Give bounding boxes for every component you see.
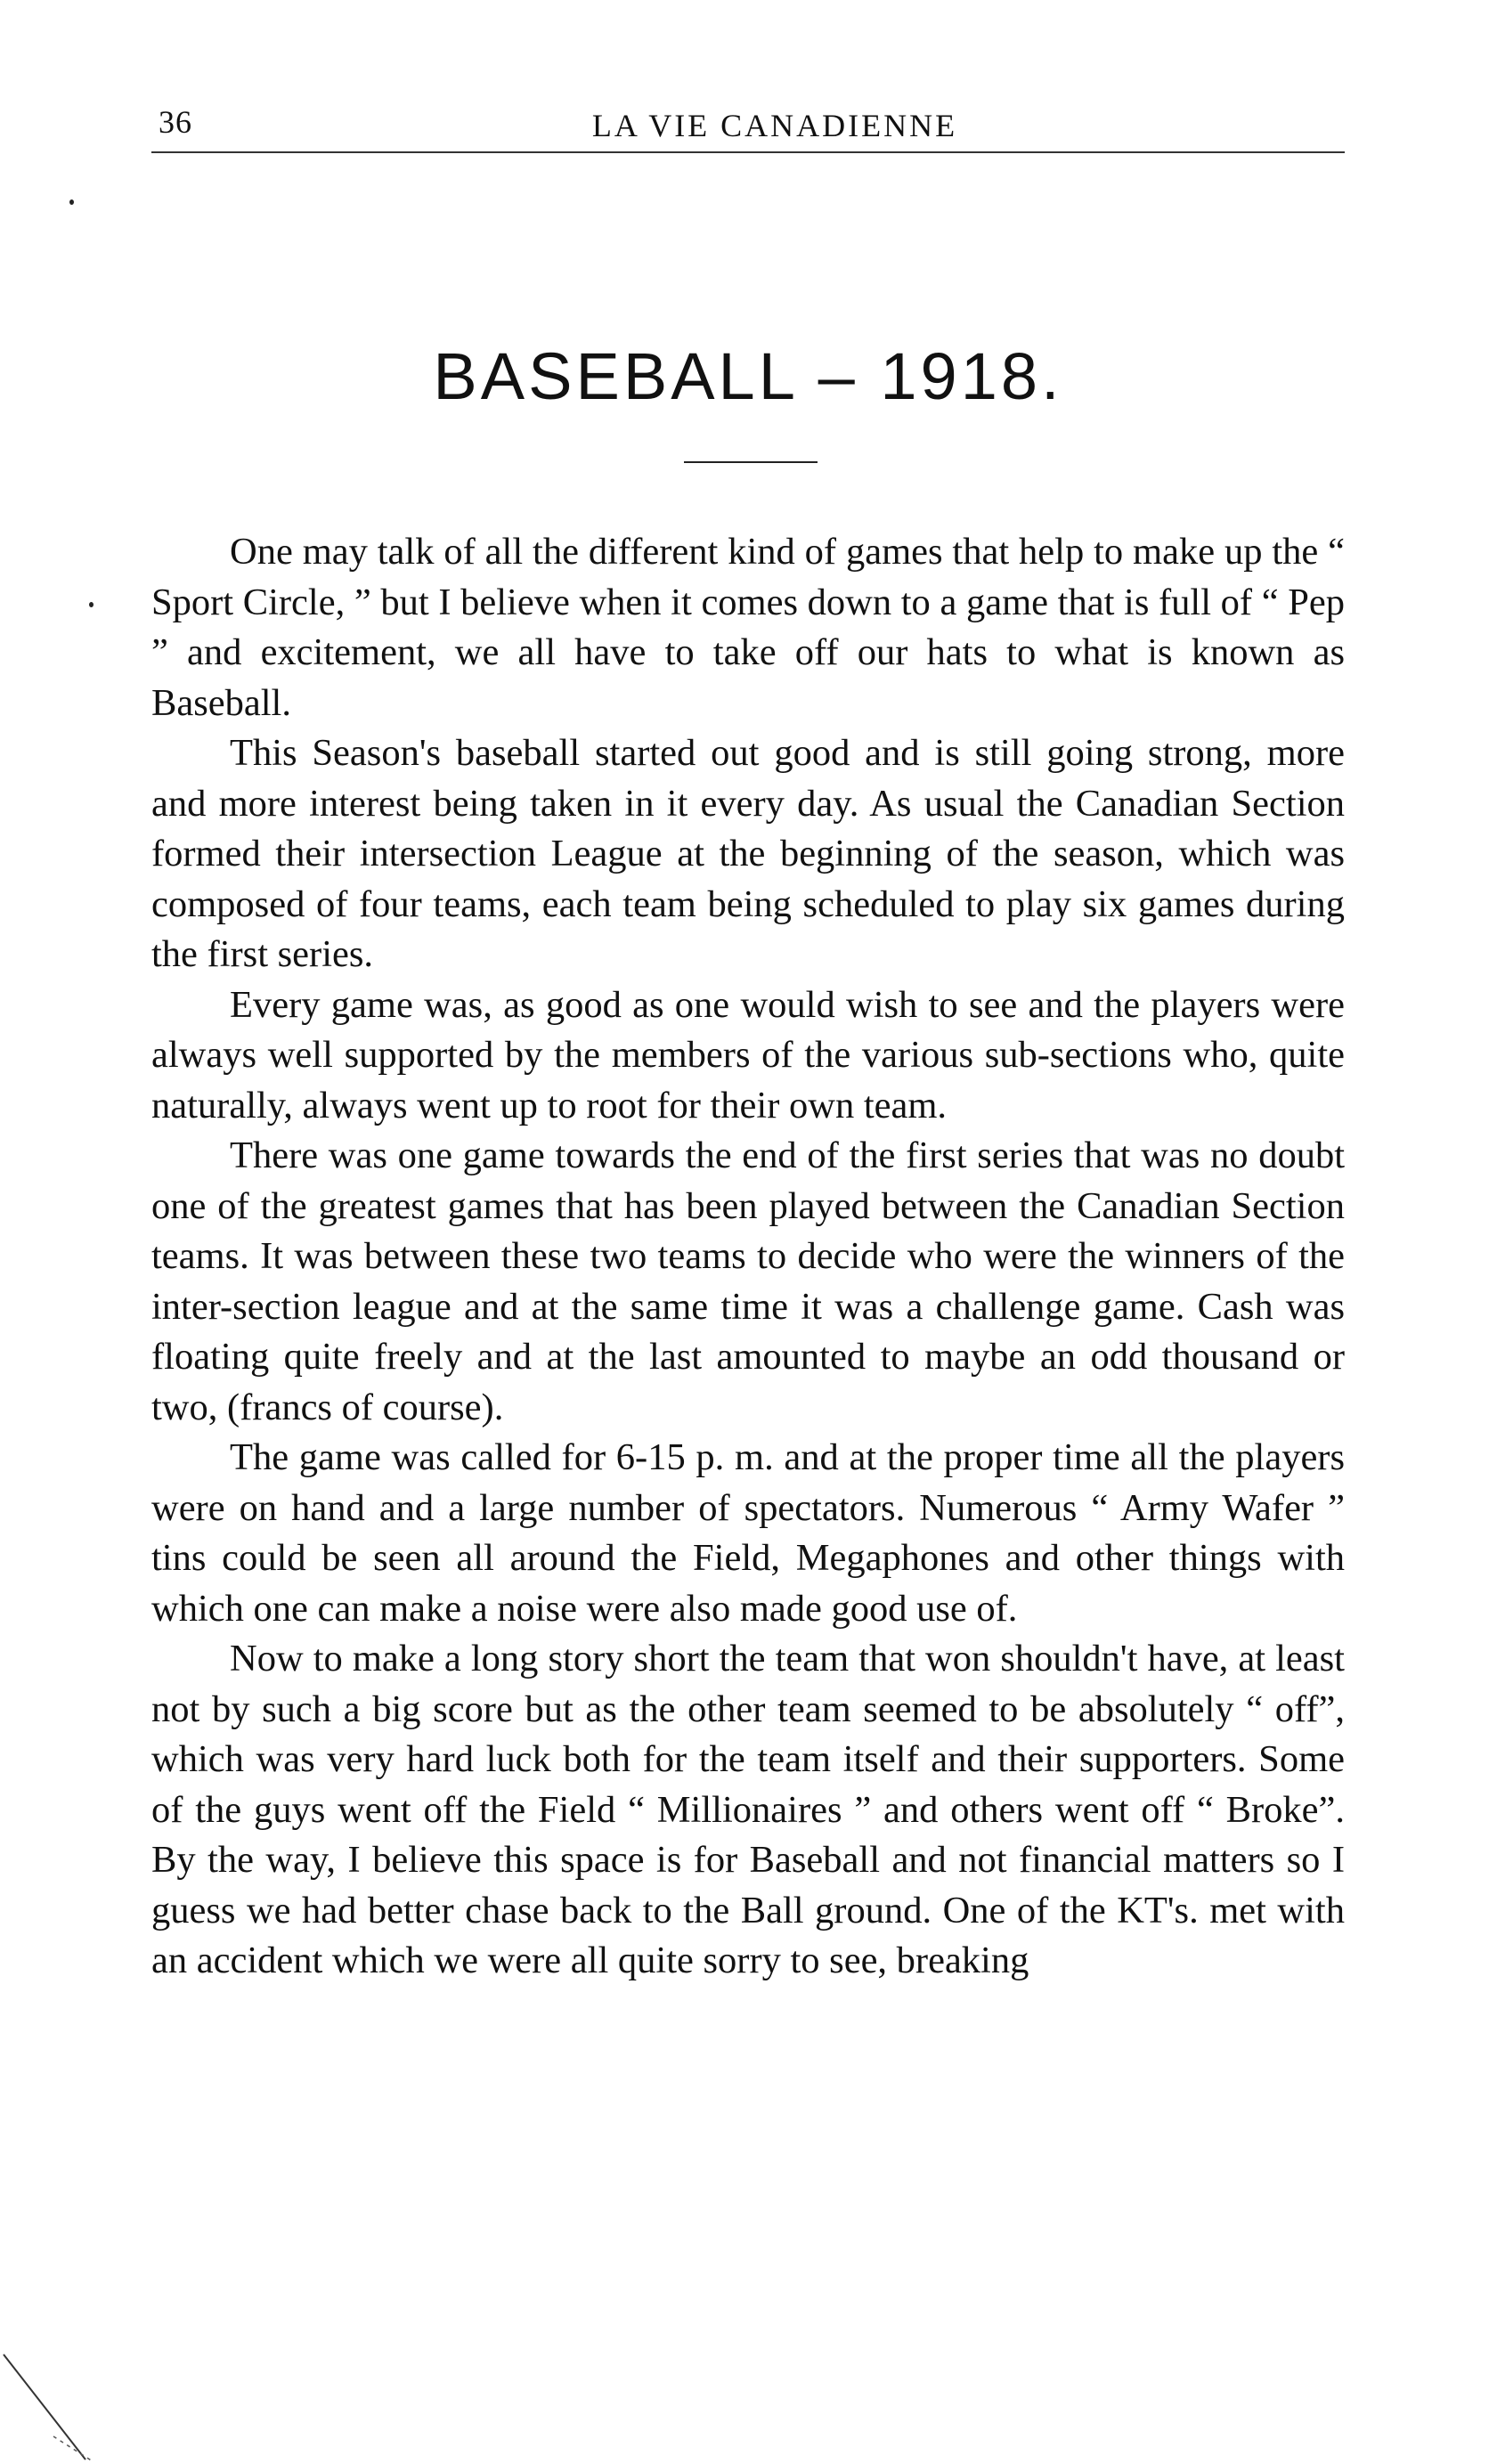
paragraph: Now to make a long story short the team that won shouldn't have, at least not by such a big score but as the other team seemed to be absolutely “ off”, which was very hard luck both for the team itself and their supporters. Some of the guys went off the Field “ Millionaires ” and others went off “ Broke”. By the way, I believe this space is for Baseball and not financial matters so I guess we had better chase back to the Ball ground. One of the KT's. met with an accident which we were all quite sorry to see, breaking (151, 1638, 1345, 1981)
article-title: BASEBALL – 1918. (433, 339, 1063, 413)
running-title: LA VIE CANADIENNE (591, 108, 958, 143)
title-divider (684, 461, 818, 463)
article-body (151, 527, 1345, 1987)
paragraph: There was one game towards the end of the first series that was no doubt one of the greatest games that has been played between the Canadian Section teams. It was between these two teams to decide who were the winners of the inter-section league and at the same time it was a challenge game. Cash was floating quite freely and at the last amounted to maybe an odd thousand or two, (francs of course). (151, 1134, 1345, 1428)
paragraph: Every game was, as good as one would wish to see and the players were always well supported by the members of the various sub-sections who, quite naturally, always went up to root for their own team. (151, 983, 1345, 1126)
header-rule (151, 151, 1345, 153)
page-number: 36 (159, 104, 192, 140)
paragraph: The game was called for 6-15 p. m. and at the proper time all the players were on hand and a large number of spectators. Numerous “ Army Wafer ” tins could be seen all around the Field, Megaphones and other things with which one can make a noise were also made good use of. (151, 1436, 1345, 1630)
scan-edge-mark (0, 2351, 98, 2464)
paragraph: One may talk of all the different kind of games that help to make up the “ Sport Circle, ” but I believe when it comes down to a game that is full of “ Pep ” and excitement, we all have to take off our hats to what is known as Baseball. (151, 531, 1345, 724)
page-header (151, 100, 1345, 159)
paragraph: This Season's baseball started out good and is still going strong, more and more interest being taken in it every day. As usual the Canadian Section formed their intersection League at the beginning of the season, which was composed of four teams, each team being scheduled to play six games during the first series. (151, 732, 1345, 975)
scan-speck (89, 602, 94, 607)
scan-speck (69, 199, 74, 205)
